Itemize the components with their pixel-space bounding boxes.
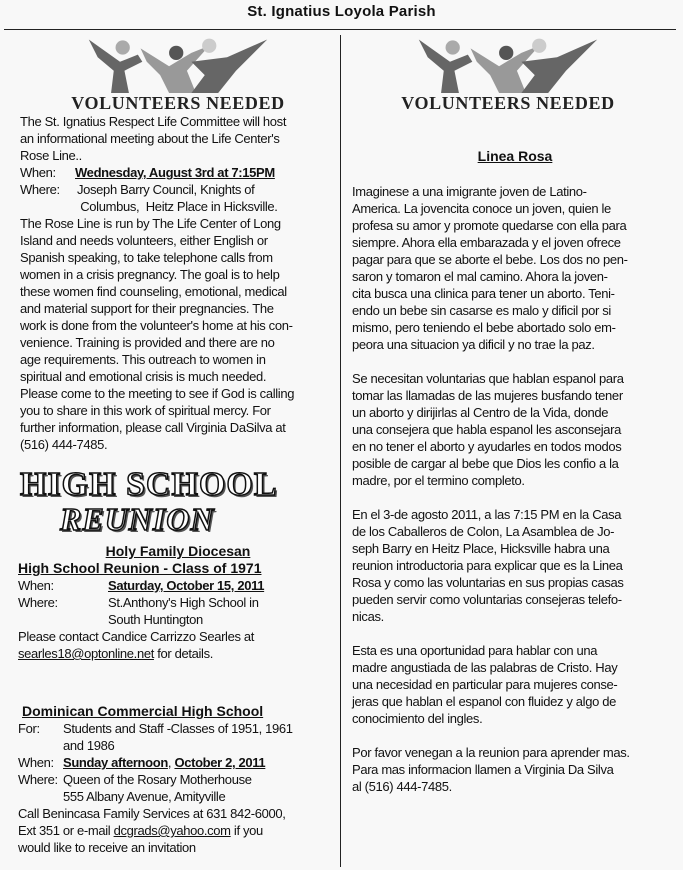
volunteers-figures-icon — [348, 35, 668, 93]
contact-text: Please contact Candice Carrizzo Searles at — [18, 629, 255, 644]
when-row — [18, 754, 338, 771]
holy-family-subheading: High School Reunion - Class of 1971 — [18, 560, 262, 576]
volunteers-needed-logo — [348, 35, 668, 113]
when-label: When: — [18, 755, 54, 770]
linea-rosa-article — [352, 148, 678, 795]
column-divider — [340, 35, 341, 867]
where-label: Where: — [18, 772, 58, 787]
where-value: Queen of the Rosary Motherhouse 555 Albany Avenue, Amityville — [63, 772, 252, 804]
contact-tail: for details. — [153, 646, 214, 661]
page-title: St. Ignatius Loyola Parish — [247, 3, 436, 20]
for-label: For: — [18, 721, 40, 736]
where-label: Where: — [18, 595, 58, 610]
paragraph: Por favor venegan a la reunion para aprender mas. Para mas informacion llamen a Virginia Da Silva al (516) 444-7485. — [352, 745, 630, 794]
for-row — [18, 720, 338, 754]
holy-family-reunion — [18, 543, 338, 662]
where-row — [18, 594, 338, 628]
where-row — [18, 771, 338, 805]
where-label: Where: — [20, 182, 60, 197]
when-value: Saturday, October 15, 2011 — [108, 578, 265, 593]
for-value: Students and Staff -Classes of 1951, 1961 and 1986 — [63, 721, 293, 753]
when-value: Wednesday, August 3rd at 7:15PM — [75, 165, 275, 180]
holy-family-heading: Holy Family Diocesan — [105, 543, 251, 559]
where-row — [20, 181, 338, 215]
when-label: When: — [18, 578, 54, 593]
when-value-date: October 2, 2011 — [174, 755, 266, 770]
logo-text: VOLUNTEERS NEEDED — [71, 93, 285, 113]
paragraph: Imaginese a una imigrante joven de Latino- America. La jovencita conoce un joven, quien le profesa su amor y promote quedarse con ella para siempre. Ahora ella embarazada y el joven ofrece pagar para que se aborte el bebe. Los dos no pen- saron y tomaron el mal camino. Ahora la joven- cita busca una clinica para tener un aborto. Teni- endo un bebe sin casarse es malo y dificil por si mismo, pero teniendo el bebe abortado solo em- peora una situacion ya dificil y no trae la paz. — [352, 184, 628, 352]
call-text — [18, 805, 338, 856]
call-tail: if you would like to receive an invitation — [18, 823, 263, 855]
contact-line — [18, 645, 338, 662]
when-value-day: Sunday afternoon — [63, 755, 168, 770]
when-row — [18, 577, 338, 594]
when-label: When: — [20, 165, 56, 180]
paragraph: En el 3-de agosto 2011, a las 7:15 PM en la Casa de los Caballeros de Colon, La Asamblea de Jo- seph Barry en Heitz Place, Hicksville habra una reunion introductoria para explicar que es la Linea Rosa y como las voluntarias en sus propias casas pueden servir como voluntarias consejeras telefo- nicas. — [352, 507, 624, 624]
email-link[interactable]: searles18@optonline.net — [18, 646, 154, 661]
reunion-logo-text: REUNION — [60, 501, 215, 537]
call-line: Call Benincasa Family Services at 631 842-6000, Ext 351 or e-mail — [18, 806, 286, 838]
body-text: The Rose Line is run by The Life Center of Long Island and needs volunteers, either English or Spanish speaking, to take telephone calls from women in a crisis pregnancy. The goal is to help these women find counseling, emotional, medical and material support for their pregnancies. The work is done from the volunteer's home at his con- venience. Training is provided and there are no age requirements. This outreach to women in spiritual and emotional crisis is much needed. Please come to the meeting to see if God is calling you to share in this work of spiritual mercy. For further information, please call Virginia DaSilva at (516) 444-7485. — [20, 216, 295, 452]
paragraph: Esta es una oportunidad para hablar con una madre angustiada de las palabras de Cristo. Hay una necesidad en particular para mujeres conse- jeras que hablan el espanol con fluidez y algo de conocimiento del ingles. — [352, 643, 618, 726]
separator: , — [167, 755, 175, 770]
where-value: Joseph Barry Council, Knights of Columbus, Heitz Place in Hicksville. — [77, 182, 278, 214]
paragraph: Se necesitan voluntarias que hablan espanol para tomar las llamadas de las mujeres busfando tener un aborto y dirijirlas al Centro de la Vida, donde una consejera que habla espanol les asconsejara en no tener el aborto y ayudarles en todos modos posible de cargar al bebe que Dios les confio a la madre, por el termino completo. — [352, 371, 624, 488]
linea-rosa-heading: Linea Rosa — [477, 148, 553, 164]
dominican-reunion — [18, 703, 338, 856]
high-school-logo-text: HIGH SCHOOL — [20, 466, 278, 503]
email-link[interactable]: dcgrads@yahoo.com — [113, 823, 231, 838]
intro-text: The St. Ignatius Respect Life Committee will host an informational meeting about the Life Center's Rose Line.. — [20, 114, 287, 163]
logo-text: VOLUNTEERS NEEDED — [401, 93, 615, 113]
where-value: St.Anthony's High School in South Huntington — [108, 595, 259, 627]
volunteers-figures-icon — [18, 35, 338, 93]
dominican-heading: Dominican Commercial High School — [22, 703, 264, 719]
volunteers-needed-logo — [18, 35, 338, 113]
respect-life-article — [20, 113, 338, 453]
when-row — [20, 164, 338, 181]
header-rule — [4, 29, 676, 30]
